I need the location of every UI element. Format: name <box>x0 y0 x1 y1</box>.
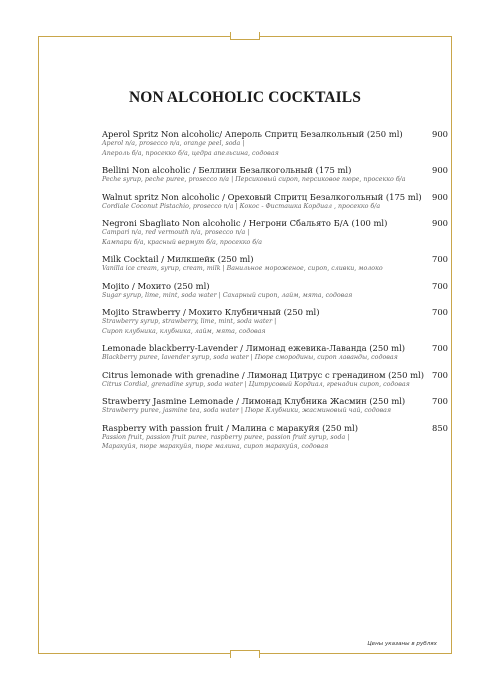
menu-item-description: Cordiale Coconut Pistachio, prosecco n/a | Кокос - Фисташка Кордиал , просекко б/а <box>102 202 381 210</box>
menu-item-price: 700 <box>432 254 448 264</box>
menu-item-name: Citrus lemonade with grenadine / Лимонад Цитрус с гренадином (250 ml) <box>102 369 424 380</box>
menu-item <box>102 281 448 301</box>
menu-item-description: Маракуйя, пюре маракуйя, пюре малина, сироп маракуйя, содовая <box>102 443 329 450</box>
menu-item-description: Citrus Cordial, grenadine syrup, soda water | Цитрусовый Кордиал, гренадин сироп, содовая <box>102 380 410 388</box>
menu-item-price: 900 <box>432 191 448 202</box>
menu-item-description: Vanilla ice cream, syrup, cream, milk | Ванильное мороженое, сироп, сливки, молоко <box>102 265 383 272</box>
menu-item <box>102 423 448 452</box>
menu-item-description: Сироп клубника, клубника, лайм, мята, содовая <box>102 327 266 335</box>
menu-item-header <box>102 129 448 139</box>
menu-item-description: Aperol n/a, prosecco n/a, orange peel, soda | <box>102 140 245 147</box>
menu-item-name: Bellini Non alcoholic / Беллини Безалкогольный (175 ml) <box>102 165 352 175</box>
menu-item-price: 900 <box>432 165 448 175</box>
menu-item-name: Lemonade blackberry-Lavender / Лимонад ежевика-Лаванда (250 ml) <box>102 343 406 353</box>
menu-item-description: Strawberry puree, jasmine tea, soda water | Пюре Клубники, жасминовый чай, содовая <box>102 407 392 414</box>
menu-item-price: 900 <box>432 218 448 228</box>
menu-item <box>102 192 448 212</box>
menu-item-price: 850 <box>432 422 448 433</box>
menu-item-description: Passion fruit, passion fruit puree, raspberry puree, passion fruit syrup, soda | <box>102 433 350 441</box>
menu-item-header <box>102 307 448 317</box>
menu-item-name: Walnut spritz Non alcoholic / Ореховый Спритц Безалкогольный (175 ml) <box>102 191 422 202</box>
menu-item-price: 700 <box>432 307 448 317</box>
menu-item-header <box>102 254 448 264</box>
menu-item-price: 700 <box>432 343 448 353</box>
menu-item <box>102 129 448 158</box>
menu-items-list <box>102 129 448 459</box>
menu-item-name: Aperol Spritz Non alcoholic/ Апероль Спритц Безалкольный (250 ml) <box>102 129 403 139</box>
menu-item-price: 700 <box>432 280 448 291</box>
menu-item-price: 700 <box>432 369 448 380</box>
menu-item <box>102 165 448 185</box>
menu-item-name: Mojito / Мохито (250 ml) <box>102 280 210 291</box>
menu-item <box>102 370 448 390</box>
menu-item-description: Апероль б/а, просекко б/а, цедра апельсина, содовая <box>102 149 279 157</box>
menu-item-name: Mojito Strawberry / Мохито Клубничный (250 ml) <box>102 307 320 317</box>
frame-top-tab <box>230 32 260 40</box>
menu-item-description: Peche syrup, peche puree, prosecco n/a | Персиковый сироп, персиковое пюре, просекко б/а <box>102 176 406 183</box>
menu-item-price: 700 <box>432 396 448 406</box>
menu-item-header <box>102 396 448 406</box>
menu-item-header <box>102 370 448 380</box>
menu-item-price: 900 <box>432 129 448 139</box>
menu-item-header <box>102 423 448 433</box>
menu-item-description: Sugar syrup, lime, mint, soda water | Сахарный сироп, лайм, мята, содовая <box>102 291 353 299</box>
menu-item-description: Blackberry puree, lavender syrup, soda water | Пюре смородины, сироп лаванды, содовая <box>102 354 398 361</box>
menu-item-header <box>102 281 448 291</box>
menu-item-header <box>102 192 448 202</box>
menu-item <box>102 218 448 247</box>
menu-item-description: Strawberry syrup, strawberry, lime, mint, soda water | <box>102 318 277 325</box>
menu-item-description: Campari n/a, red vermouth n/a, prosecco n/a | <box>102 229 250 236</box>
menu-item-header <box>102 218 448 228</box>
menu-item-description: Кампари б/а, красный вермут б/а, просекко б/а <box>102 238 263 246</box>
page-title: NON ALCOHOLIC COCKTAILS <box>129 89 361 106</box>
menu-item-name: Negroni Sbagliato Non alcoholic / Негрони Сбальято Б/А (100 ml) <box>102 218 388 228</box>
footer-note: Цены указаны в рублях <box>367 641 437 647</box>
menu-item-name: Strawberry Jasmine Lemonade / Лимонад Клубника Жасмин (250 ml) <box>102 396 406 406</box>
menu-item-header <box>102 343 448 353</box>
menu-item <box>102 343 448 363</box>
menu-item-header <box>102 165 448 175</box>
menu-item <box>102 254 448 274</box>
frame-bottom-tab <box>230 650 260 658</box>
menu-item-name: Milk Cocktail / Милкшейк (250 ml) <box>102 254 254 264</box>
menu-item <box>102 396 448 416</box>
menu-item-name: Raspberry with passion fruit / Малина с маракуйя (250 ml) <box>102 422 358 433</box>
menu-item <box>102 307 448 336</box>
